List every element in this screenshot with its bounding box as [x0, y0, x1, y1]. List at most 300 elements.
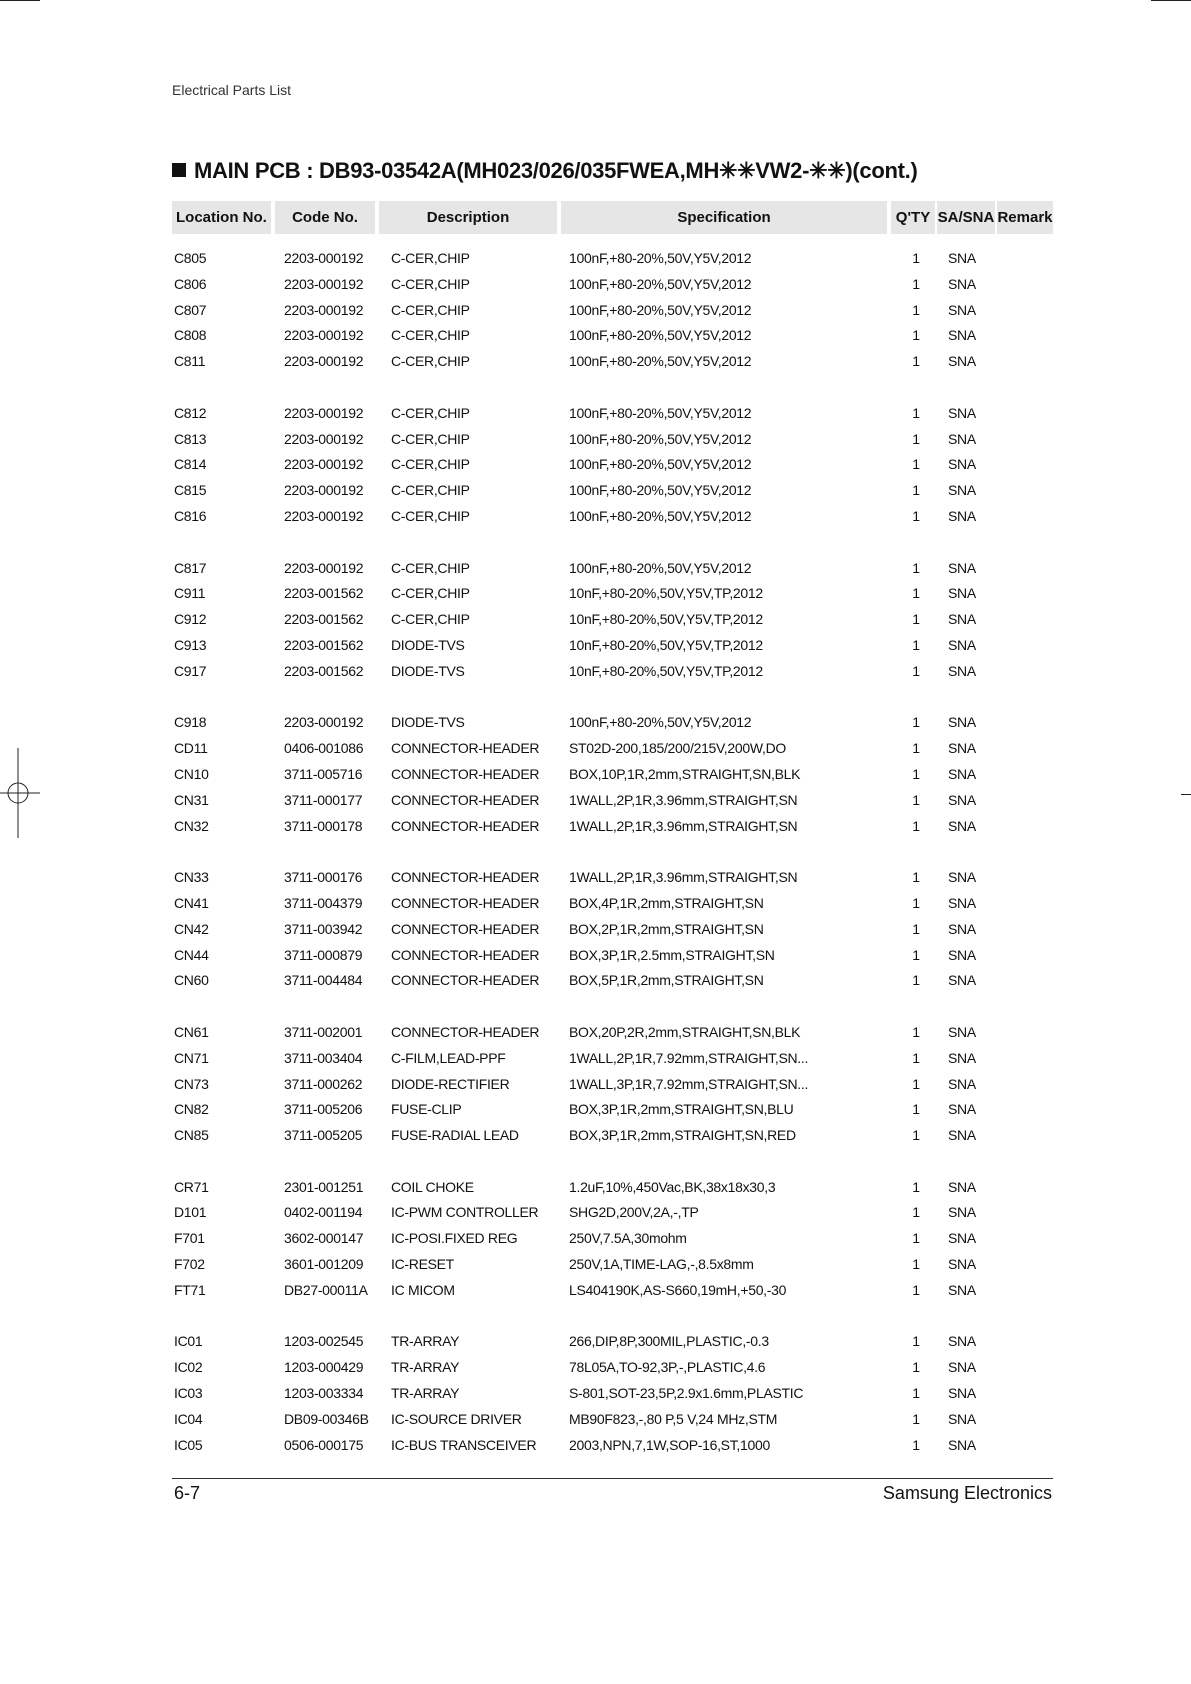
qty-cell: 1 — [912, 1281, 920, 1298]
table-row — [172, 1175, 1053, 1201]
description-cell: IC-POSI.FIXED REG — [391, 1230, 518, 1247]
specification-cell: BOX,5P,1R,2mm,STRAIGHT,SN — [569, 972, 764, 989]
code-cell: 2203-000192 — [284, 430, 364, 447]
description-cell: C-CER,CHIP — [391, 404, 470, 421]
sa-sna-cell: SNA — [948, 353, 976, 370]
table-row — [172, 814, 1053, 840]
specification-cell: 78L05A,TO-92,3P,-,PLASTIC,4.6 — [569, 1359, 766, 1376]
location-cell: CN33 — [174, 869, 209, 886]
code-cell: DB27-00011A — [284, 1281, 368, 1298]
code-cell: 2203-001562 — [284, 636, 364, 653]
location-cell: C815 — [174, 482, 207, 499]
registration-mark-icon — [0, 748, 40, 838]
qty-cell: 1 — [912, 869, 920, 886]
code-cell: 0402-001194 — [284, 1204, 363, 1221]
description-cell: C-CER,CHIP — [391, 301, 470, 318]
location-cell: CN42 — [174, 920, 209, 937]
table-row — [172, 1433, 1053, 1459]
description-cell: TR-ARRAY — [391, 1359, 460, 1376]
sa-sna-cell: SNA — [948, 1281, 976, 1298]
table-row — [172, 788, 1053, 814]
table-row — [172, 1329, 1053, 1355]
location-cell: F702 — [174, 1256, 205, 1273]
specification-cell: MB90F823,-,80 P,5 V,24 MHz,STM — [569, 1410, 778, 1427]
qty-cell: 1 — [912, 740, 920, 757]
code-cell: 2203-000192 — [284, 301, 364, 318]
qty-cell: 1 — [912, 456, 920, 473]
sa-sna-cell: SNA — [948, 920, 976, 937]
code-cell: 3711-000879 — [284, 946, 363, 963]
description-cell: C-FILM,LEAD-PPF — [391, 1049, 506, 1066]
table-row — [172, 710, 1053, 736]
sa-sna-cell: SNA — [948, 636, 976, 653]
location-cell: CN60 — [174, 972, 209, 989]
code-cell: 3711-003942 — [284, 920, 363, 937]
table-row — [172, 607, 1053, 633]
qty-cell: 1 — [912, 1178, 920, 1195]
location-cell: FT71 — [174, 1281, 206, 1298]
description-cell: CONNECTOR-HEADER — [391, 817, 540, 834]
specification-cell: BOX,3P,1R,2.5mm,STRAIGHT,SN — [569, 946, 775, 963]
description-cell: DIODE-TVS — [391, 636, 465, 653]
location-cell: C817 — [174, 559, 207, 576]
location-cell: C806 — [174, 275, 207, 292]
code-cell: 1203-003334 — [284, 1385, 364, 1402]
specification-cell: BOX,20P,2R,2mm,STRAIGHT,SN,BLK — [569, 1023, 801, 1040]
sa-sna-cell: SNA — [948, 1385, 976, 1402]
description-cell: C-CER,CHIP — [391, 430, 470, 447]
sa-sna-cell: SNA — [948, 714, 976, 731]
qty-cell: 1 — [912, 611, 920, 628]
specification-cell: S-801,SOT-23,5P,2.9x1.6mm,PLASTIC — [569, 1385, 804, 1402]
table-row — [172, 478, 1053, 504]
description-cell: CONNECTOR-HEADER — [391, 765, 540, 782]
specification-cell: 100nF,+80-20%,50V,Y5V,2012 — [569, 430, 752, 447]
qty-cell: 1 — [912, 817, 920, 834]
specification-cell: 1WALL,2P,1R,3.96mm,STRAIGHT,SN — [569, 791, 798, 808]
parts-table-body — [172, 246, 1053, 1458]
table-row — [172, 762, 1053, 788]
specification-cell: BOX,10P,1R,2mm,STRAIGHT,SN,BLK — [569, 765, 801, 782]
location-cell: IC03 — [174, 1385, 203, 1402]
code-cell: 3711-003404 — [284, 1049, 363, 1066]
sa-sna-cell: SNA — [948, 559, 976, 576]
specification-cell: 10nF,+80-20%,50V,Y5V,TP,2012 — [569, 585, 763, 602]
qty-cell: 1 — [912, 1127, 920, 1144]
table-row — [172, 1252, 1053, 1278]
location-cell: CN31 — [174, 791, 209, 808]
qty-cell: 1 — [912, 662, 920, 679]
qty-cell: 1 — [912, 791, 920, 808]
table-row — [172, 736, 1053, 762]
qty-cell: 1 — [912, 1049, 920, 1066]
table-row — [172, 504, 1053, 530]
col-header-specification: Specification — [561, 201, 887, 234]
description-cell: DIODE-TVS — [391, 662, 465, 679]
footer-brand: Samsung Electronics — [882, 1483, 1052, 1503]
specification-cell: 10nF,+80-20%,50V,Y5V,TP,2012 — [569, 636, 763, 653]
qty-cell: 1 — [912, 1385, 920, 1402]
table-row — [172, 1226, 1053, 1252]
description-cell: IC-PWM CONTROLLER — [391, 1204, 539, 1221]
qty-cell: 1 — [912, 1204, 920, 1221]
code-cell: 3711-005206 — [284, 1101, 363, 1118]
specification-cell: 1WALL,2P,1R,3.96mm,STRAIGHT,SN — [569, 817, 798, 834]
description-cell: FUSE-CLIP — [391, 1101, 462, 1118]
location-cell: CR71 — [174, 1178, 209, 1195]
specification-cell: 100nF,+80-20%,50V,Y5V,2012 — [569, 327, 752, 344]
qty-cell: 1 — [912, 1359, 920, 1376]
sa-sna-cell: SNA — [948, 1023, 976, 1040]
document-header-label: Electrical Parts List — [172, 82, 292, 98]
code-cell: 2203-001562 — [284, 611, 364, 628]
sa-sna-cell: SNA — [948, 482, 976, 499]
sa-sna-cell: SNA — [948, 456, 976, 473]
description-cell: C-CER,CHIP — [391, 456, 470, 473]
qty-cell: 1 — [912, 559, 920, 576]
description-cell: DIODE-RECTIFIER — [391, 1075, 510, 1092]
specification-cell: 100nF,+80-20%,50V,Y5V,2012 — [569, 250, 752, 266]
sa-sna-cell: SNA — [948, 1075, 976, 1092]
table-row — [172, 865, 1053, 891]
qty-cell: 1 — [912, 482, 920, 499]
location-cell: CN85 — [174, 1127, 209, 1144]
code-cell: 3711-000176 — [284, 869, 363, 886]
table-row — [172, 633, 1053, 659]
sa-sna-cell: SNA — [948, 1049, 976, 1066]
specification-cell: 100nF,+80-20%,50V,Y5V,2012 — [569, 301, 752, 318]
description-cell: IC MICOM — [391, 1281, 455, 1298]
specification-cell: 100nF,+80-20%,50V,Y5V,2012 — [569, 507, 752, 524]
specification-cell: BOX,3P,1R,2mm,STRAIGHT,SN,RED — [569, 1127, 796, 1144]
location-cell: CN32 — [174, 817, 209, 834]
location-cell: C807 — [174, 301, 207, 318]
sa-sna-cell: SNA — [948, 1101, 976, 1118]
specification-cell: 100nF,+80-20%,50V,Y5V,2012 — [569, 482, 752, 499]
location-cell: CN61 — [174, 1023, 209, 1040]
code-cell: 3602-000147 — [284, 1230, 364, 1247]
footer-divider — [172, 1478, 1053, 1479]
code-cell: 3711-002001 — [284, 1023, 363, 1040]
description-cell: CONNECTOR-HEADER — [391, 740, 540, 757]
location-cell: C912 — [174, 611, 207, 628]
description-cell: FUSE-RADIAL LEAD — [391, 1127, 519, 1144]
col-header-code: Code No. — [275, 201, 375, 234]
code-cell: 2301-001251 — [284, 1178, 364, 1195]
location-cell: CN82 — [174, 1101, 209, 1118]
location-cell: CN41 — [174, 894, 209, 911]
sa-sna-cell: SNA — [948, 791, 976, 808]
code-cell: DB09-00346B — [284, 1410, 369, 1427]
qty-cell: 1 — [912, 1230, 920, 1247]
specification-cell: 10nF,+80-20%,50V,Y5V,TP,2012 — [569, 662, 763, 679]
table-row — [172, 1407, 1053, 1433]
description-cell: DIODE-TVS — [391, 714, 465, 731]
table-row — [172, 891, 1053, 917]
qty-cell: 1 — [912, 585, 920, 602]
sa-sna-cell: SNA — [948, 869, 976, 886]
location-cell: C808 — [174, 327, 207, 344]
description-cell: TR-ARRAY — [391, 1333, 460, 1350]
description-cell: C-CER,CHIP — [391, 507, 470, 524]
specification-cell: 1WALL,2P,1R,3.96mm,STRAIGHT,SN — [569, 869, 798, 886]
qty-cell: 1 — [912, 1410, 920, 1427]
sa-sna-cell: SNA — [948, 275, 976, 292]
specification-cell: 100nF,+80-20%,50V,Y5V,2012 — [569, 404, 752, 421]
location-cell: IC02 — [174, 1359, 203, 1376]
qty-cell: 1 — [912, 972, 920, 989]
qty-cell: 1 — [912, 636, 920, 653]
page-number: 6-7 — [174, 1483, 201, 1503]
table-row — [172, 1072, 1053, 1098]
location-cell: CD11 — [174, 740, 208, 757]
code-cell: 3711-005716 — [284, 765, 363, 782]
code-cell: 2203-000192 — [284, 404, 364, 421]
sa-sna-cell: SNA — [948, 946, 976, 963]
qty-cell: 1 — [912, 353, 920, 370]
specification-cell: BOX,4P,1R,2mm,STRAIGHT,SN — [569, 894, 764, 911]
table-row — [172, 943, 1053, 969]
sa-sna-cell: SNA — [948, 740, 976, 757]
sa-sna-cell: SNA — [948, 1410, 976, 1427]
code-cell: 2203-000192 — [284, 250, 364, 266]
crop-mark-top-right — [1151, 0, 1191, 1]
code-cell: 2203-001562 — [284, 662, 364, 679]
specification-cell: 1.2uF,10%,450Vac,BK,38x18x30,3 — [569, 1178, 776, 1195]
sa-sna-cell: SNA — [948, 430, 976, 447]
description-cell: CONNECTOR-HEADER — [391, 946, 540, 963]
qty-cell: 1 — [912, 301, 920, 318]
code-cell: 2203-000192 — [284, 559, 364, 576]
location-cell: IC01 — [174, 1333, 203, 1350]
description-cell: IC-BUS TRANSCEIVER — [391, 1436, 537, 1453]
location-cell: C813 — [174, 430, 207, 447]
code-cell: 3711-005205 — [284, 1127, 363, 1144]
qty-cell: 1 — [912, 894, 920, 911]
code-cell: 0406-001086 — [284, 740, 364, 757]
description-cell: IC-SOURCE DRIVER — [391, 1410, 522, 1427]
sa-sna-cell: SNA — [948, 1436, 976, 1453]
location-cell: F701 — [174, 1230, 205, 1247]
specification-cell: 100nF,+80-20%,50V,Y5V,2012 — [569, 456, 752, 473]
sa-sna-cell: SNA — [948, 894, 976, 911]
code-cell: 2203-000192 — [284, 714, 364, 731]
specification-cell: 250V,7.5A,30mohm — [569, 1230, 687, 1247]
qty-cell: 1 — [912, 946, 920, 963]
table-row — [172, 968, 1053, 994]
code-cell: 2203-000192 — [284, 456, 364, 473]
qty-cell: 1 — [912, 1023, 920, 1040]
sa-sna-cell: SNA — [948, 1333, 976, 1350]
table-row — [172, 427, 1053, 453]
table-row — [172, 556, 1053, 582]
sa-sna-cell: SNA — [948, 765, 976, 782]
specification-cell: 100nF,+80-20%,50V,Y5V,2012 — [569, 559, 752, 576]
crop-mark-top-left — [0, 0, 40, 1]
description-cell: C-CER,CHIP — [391, 250, 470, 266]
description-cell: CONNECTOR-HEADER — [391, 869, 540, 886]
location-cell: C816 — [174, 507, 207, 524]
code-cell: 1203-002545 — [284, 1333, 364, 1350]
qty-cell: 1 — [912, 1256, 920, 1273]
sa-sna-cell: SNA — [948, 585, 976, 602]
code-cell: 3711-000177 — [284, 791, 363, 808]
description-cell: C-CER,CHIP — [391, 353, 470, 370]
qty-cell: 1 — [912, 1333, 920, 1350]
table-row — [172, 659, 1053, 685]
qty-cell: 1 — [912, 430, 920, 447]
location-cell: C805 — [174, 250, 207, 266]
table-row — [172, 272, 1053, 298]
table-row — [172, 349, 1053, 375]
qty-cell: 1 — [912, 714, 920, 731]
specification-cell: LS404190K,AS-S660,19mH,+50,-30 — [569, 1281, 787, 1298]
table-row — [172, 917, 1053, 943]
sa-sna-cell: SNA — [948, 1204, 976, 1221]
sa-sna-cell: SNA — [948, 817, 976, 834]
section-title-text: MAIN PCB : DB93-03542A(MH023/026/035FWEA,MH✳✳VW2-✳✳)(cont.) — [194, 158, 918, 183]
sa-sna-cell: SNA — [948, 1256, 976, 1273]
specification-cell: BOX,3P,1R,2mm,STRAIGHT,SN,BLU — [569, 1101, 794, 1118]
description-cell: C-CER,CHIP — [391, 559, 470, 576]
specification-cell: 2003,NPN,7,1W,SOP-16,ST,1000 — [569, 1436, 770, 1453]
specification-cell: BOX,2P,1R,2mm,STRAIGHT,SN — [569, 920, 764, 937]
description-cell: C-CER,CHIP — [391, 275, 470, 292]
sa-sna-cell: SNA — [948, 507, 976, 524]
sa-sna-cell: SNA — [948, 611, 976, 628]
description-cell: C-CER,CHIP — [391, 482, 470, 499]
col-header-sa-sna: SA/SNA — [937, 201, 995, 234]
sa-sna-cell: SNA — [948, 662, 976, 679]
specification-cell: 1WALL,2P,1R,7.92mm,STRAIGHT,SN... — [569, 1049, 809, 1066]
qty-cell: 1 — [912, 1101, 920, 1118]
qty-cell: 1 — [912, 507, 920, 524]
col-header-description: Description — [379, 201, 557, 234]
location-cell: C911 — [174, 585, 206, 602]
description-cell: TR-ARRAY — [391, 1385, 460, 1402]
table-header — [172, 201, 1053, 234]
specification-cell: SHG2D,200V,2A,-,TP — [569, 1204, 699, 1221]
table-row — [172, 1046, 1053, 1072]
sa-sna-cell: SNA — [948, 1178, 976, 1195]
table-row — [172, 298, 1053, 324]
location-cell: C918 — [174, 714, 207, 731]
location-cell: CN10 — [174, 765, 209, 782]
table-row — [172, 581, 1053, 607]
location-cell: CN44 — [174, 946, 209, 963]
specification-cell: 250V,1A,TIME-LAG,-,8.5x8mm — [569, 1256, 754, 1273]
table-row — [172, 1200, 1053, 1226]
col-header-qty: Q'TY — [891, 201, 935, 234]
description-cell: C-CER,CHIP — [391, 327, 470, 344]
description-cell: CONNECTOR-HEADER — [391, 1023, 540, 1040]
table-row — [172, 1355, 1053, 1381]
code-cell: 2203-000192 — [284, 353, 364, 370]
code-cell: 1203-000429 — [284, 1359, 364, 1376]
code-cell: 2203-000192 — [284, 482, 364, 499]
specification-cell: 10nF,+80-20%,50V,Y5V,TP,2012 — [569, 611, 763, 628]
description-cell: C-CER,CHIP — [391, 611, 470, 628]
description-cell: CONNECTOR-HEADER — [391, 791, 540, 808]
code-cell: 3601-001209 — [284, 1256, 364, 1273]
table-row — [172, 1020, 1053, 1046]
location-cell: C812 — [174, 404, 207, 421]
location-cell: C814 — [174, 456, 207, 473]
description-cell: CONNECTOR-HEADER — [391, 972, 540, 989]
table-row — [172, 323, 1053, 349]
description-cell: C-CER,CHIP — [391, 585, 470, 602]
sa-sna-cell: SNA — [948, 1359, 976, 1376]
sa-sna-cell: SNA — [948, 972, 976, 989]
table-row — [172, 1123, 1053, 1149]
sa-sna-cell: SNA — [948, 301, 976, 318]
table-row — [172, 246, 1053, 272]
sa-sna-cell: SNA — [948, 327, 976, 344]
qty-cell: 1 — [912, 920, 920, 937]
crop-mark-right — [1181, 794, 1191, 795]
qty-cell: 1 — [912, 1075, 920, 1092]
code-cell: 2203-000192 — [284, 327, 364, 344]
specification-cell: 100nF,+80-20%,50V,Y5V,2012 — [569, 714, 752, 731]
qty-cell: 1 — [912, 275, 920, 292]
qty-cell: 1 — [912, 1436, 920, 1453]
description-cell: COIL CHOKE — [391, 1178, 474, 1195]
col-header-location: Location No. — [172, 201, 271, 234]
specification-cell: 100nF,+80-20%,50V,Y5V,2012 — [569, 353, 752, 370]
description-cell: IC-RESET — [391, 1256, 454, 1273]
location-cell: IC04 — [174, 1410, 203, 1427]
table-row — [172, 1097, 1053, 1123]
qty-cell: 1 — [912, 765, 920, 782]
code-cell: 0506-000175 — [284, 1436, 364, 1453]
specification-cell: ST02D-200,185/200/215V,200W,DO — [569, 740, 786, 757]
description-cell: CONNECTOR-HEADER — [391, 920, 540, 937]
code-cell: 2203-000192 — [284, 275, 364, 292]
code-cell: 3711-000178 — [284, 817, 363, 834]
qty-cell: 1 — [912, 250, 920, 266]
specification-cell: 1WALL,3P,1R,7.92mm,STRAIGHT,SN... — [569, 1075, 809, 1092]
description-cell: CONNECTOR-HEADER — [391, 894, 540, 911]
square-bullet-icon — [172, 163, 186, 177]
location-cell: IC05 — [174, 1436, 203, 1453]
table-row — [172, 1381, 1053, 1407]
section-title — [172, 158, 918, 184]
qty-cell: 1 — [912, 327, 920, 344]
sa-sna-cell: SNA — [948, 1127, 976, 1144]
table-row — [172, 1278, 1053, 1304]
table-row — [172, 401, 1053, 427]
location-cell: D101 — [174, 1204, 207, 1221]
location-cell: C913 — [174, 636, 207, 653]
location-cell: CN73 — [174, 1075, 209, 1092]
code-cell: 2203-000192 — [284, 507, 364, 524]
table-row — [172, 452, 1053, 478]
sa-sna-cell: SNA — [948, 404, 976, 421]
specification-cell: 266,DIP,8P,300MIL,PLASTIC,-0.3 — [569, 1333, 769, 1350]
code-cell: 3711-004484 — [284, 972, 363, 989]
location-cell: C811 — [174, 353, 206, 370]
qty-cell: 1 — [912, 404, 920, 421]
code-cell: 3711-004379 — [284, 894, 363, 911]
sa-sna-cell: SNA — [948, 250, 976, 266]
code-cell: 2203-001562 — [284, 585, 364, 602]
specification-cell: 100nF,+80-20%,50V,Y5V,2012 — [569, 275, 752, 292]
code-cell: 3711-000262 — [284, 1075, 363, 1092]
sa-sna-cell: SNA — [948, 1230, 976, 1247]
location-cell: CN71 — [174, 1049, 209, 1066]
col-header-remark: Remark — [997, 201, 1053, 234]
location-cell: C917 — [174, 662, 207, 679]
